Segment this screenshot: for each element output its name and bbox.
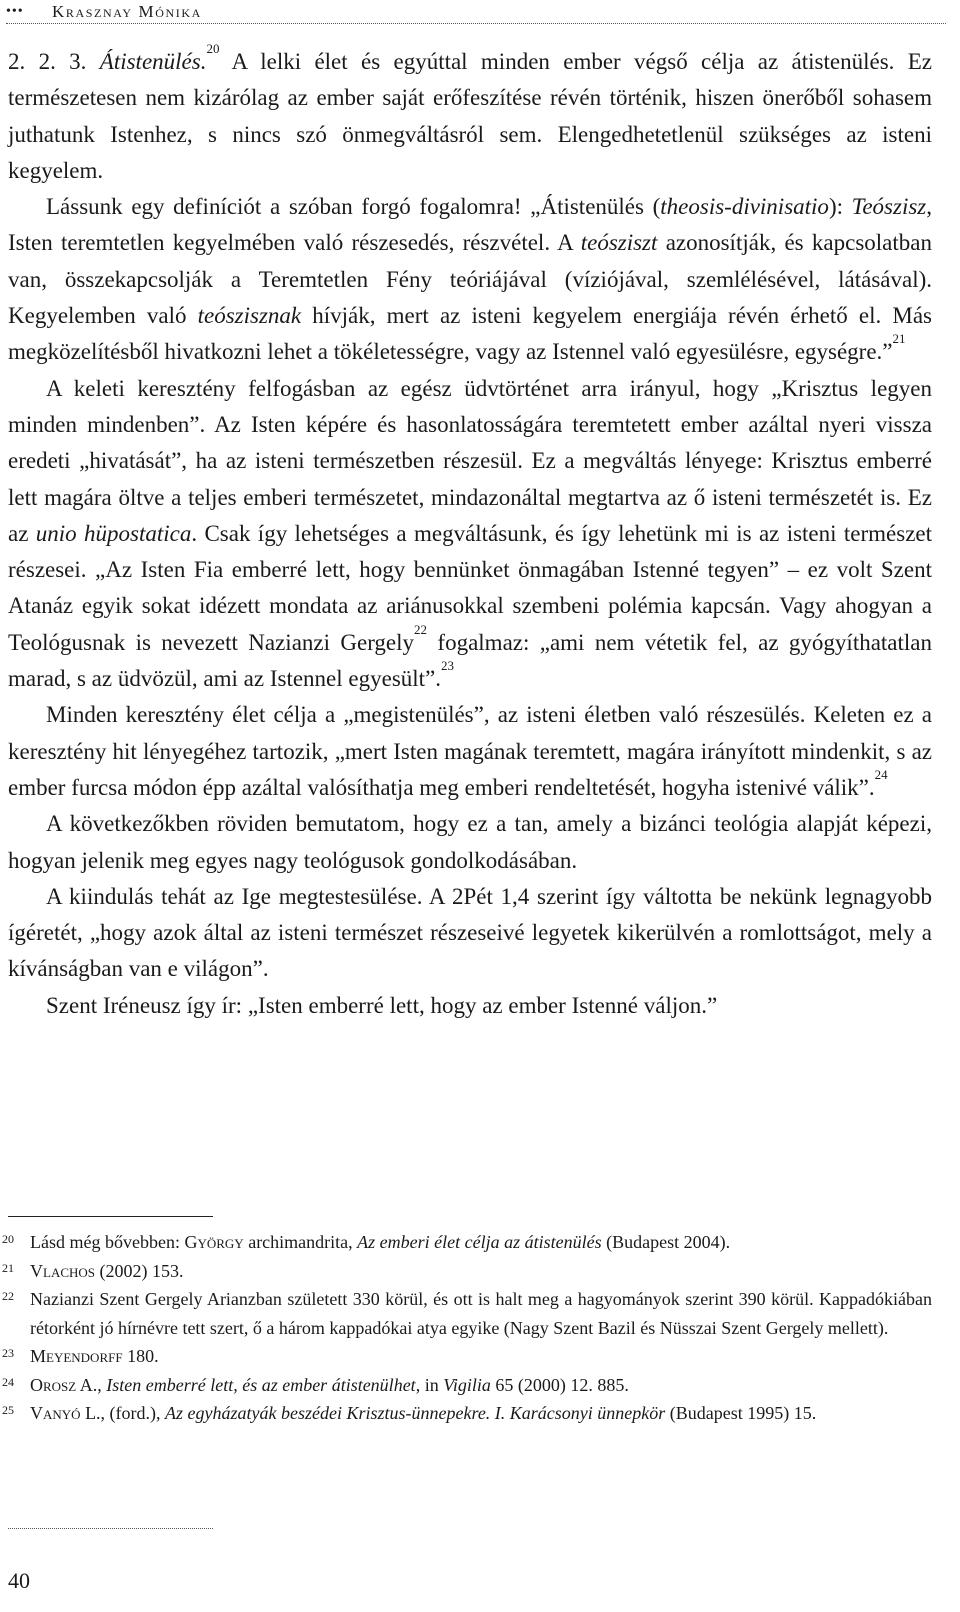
footnote-number: 21 xyxy=(2,1260,14,1275)
text: (Budapest 2004). xyxy=(601,1232,731,1252)
work-title: Isten emberré lett, és az ember átistenülhet xyxy=(106,1374,416,1395)
paragraph: Szent Iréneusz így ír: „Isten emberré lett, hogy az ember Istenné váljon.” xyxy=(46,992,718,1018)
paragraph xyxy=(8,41,932,189)
section-number: 2. 2. 3. xyxy=(8,49,100,74)
author-name: Orosz xyxy=(30,1374,77,1395)
text: A., xyxy=(76,1374,107,1395)
footer-rule xyxy=(8,1528,213,1529)
paragraph: A következőkben röviden bemutatom, hogy ez a tan, amely a bizánci teológia alapját képezi, hogyan jelenik meg egyes nagy teológusok gondolkodásában. xyxy=(8,811,932,873)
header-author: Krasznay Mónika xyxy=(52,2,202,21)
text: , in xyxy=(415,1374,444,1395)
footnote-ref[interactable]: 24 xyxy=(874,766,888,782)
text: fogalmaz: „ami nem vétetik fel, az gyógyíthatatlan marad, s az üdvözül, ami az Istennel egyesült”. xyxy=(8,629,933,692)
footnote-ref[interactable]: 23 xyxy=(441,658,455,674)
paragraph xyxy=(8,697,932,806)
footnote-25 xyxy=(2,1399,932,1428)
text: Minden keresztény élet célja a „megistenülés”, az isteni életben való részesülés. Keleten ez a keresztény hit lényegéhez tartozik, „mert Isten magának teremtett, magára irányított mindenkit, s az ember furcsa módon épp azáltal valósíthatja meg emberi rendeltetését, hogyha istenivé válik”. xyxy=(8,702,932,800)
text: A lelki élet és egyúttal minden ember végső célja az átistenülés. Ez természetesen nem kizárólag az ember saját erőfeszítése révén történik, hiszen önerőből sohasem juthatunk Istenhez, s nincs szó önmegváltásról sem. Elengedhetetlenül szükséges az isteni kegyelem. xyxy=(8,49,932,183)
running-header xyxy=(6,0,946,24)
author-name: Meyendorff xyxy=(30,1346,123,1366)
section-title: Átistenülés. xyxy=(99,49,207,74)
text: hívják, mert az isteni kegyelem energiája révén érhető el. Más megközelítésből hivatkozni lehet a tökéletességre, vagy az Istennel való egyesülésre, egységre.” xyxy=(8,303,932,365)
paragraph xyxy=(8,371,932,698)
footnote-number: 20 xyxy=(2,1232,14,1246)
text-italic: Teószisz xyxy=(851,194,927,220)
text: Lássunk egy definíciót a szóban forgó fogalomra! „Átistenülés ( xyxy=(46,194,661,220)
text-italic: teósziszt xyxy=(580,230,658,256)
footnote-24 xyxy=(2,1371,932,1400)
footnote-number: 24 xyxy=(2,1374,14,1389)
footnote-23 xyxy=(2,1342,932,1371)
footnote-ref[interactable]: 20 xyxy=(206,41,220,56)
text: Nazianzi Szent Gergely Arianzban született 330 körül, és ott is halt meg a hagyományok szerint 390 körül. Kappadókiában rétorként jó hírnévre tett szert, ő a három kappadókai atya egyike (Nagy Szent Bazil és Nüsszai Szent Gergely mellett). xyxy=(30,1289,932,1338)
author-name: Vanyó xyxy=(30,1403,81,1423)
text: A keleti keresztény felfogásban az egész üdvtörténet arra irányul, hogy „Krisztus legyen minden mindenben”. Az Isten képére és hasonlatosságára teremtetett ember azáltal nyeri vissza eredeti „hivatását”, ha az isteni természetben részesül. Ez a megváltás lényege: Krisztus emberré lett magára öltve a teljes emberi természetet, mindazonáltal megtartva az ő isteni természetét is. Ez az xyxy=(8,375,932,546)
text-italic: theosis-divinisatio xyxy=(660,194,829,220)
footnote-20 xyxy=(2,1228,932,1257)
author-name: Vlachos xyxy=(30,1260,96,1281)
text: 65 (2000) 12. 885. xyxy=(490,1374,629,1395)
text: Lásd még bővebben: xyxy=(30,1232,185,1252)
footnotes xyxy=(2,1228,932,1428)
text: (Budapest 1995) 15. xyxy=(665,1403,817,1423)
footnote-rule xyxy=(8,1216,213,1217)
paragraph: A kiindulás tehát az Ige megtestesülése. A 2Pét 1,4 szerint így váltotta be nekünk legnagyobb ígéretét, „hogy azok által az isteni természet részeseivé legyetek kikerülvén a romlottságot, mely a kívánságban van e világon”. xyxy=(8,883,932,982)
text: ): xyxy=(828,194,852,220)
page-number: 40 xyxy=(8,1568,30,1593)
text: , Isten teremtetlen kegyelmében való részesedés, részvétel. A xyxy=(8,194,932,256)
paragraph xyxy=(8,189,932,370)
footnote-ref[interactable]: 21 xyxy=(892,331,906,347)
footnote-ref[interactable]: 22 xyxy=(414,621,428,637)
footnote-22 xyxy=(2,1285,932,1342)
text: (2002) 153. xyxy=(95,1260,184,1281)
header-dots: ••• xyxy=(6,4,24,19)
header-rule xyxy=(6,23,946,24)
text: archimandrita, xyxy=(243,1232,358,1252)
text: . Csak így lehetséges a megváltásunk, és így lehetünk mi is az isteni természet részesei. „Az Isten Fia emberré lett, hogy bennünket önmagában Istenné tegyen” – ez volt Szent Atanáz egyik sokat idézett mondata az ariánusokkal szembeni polémia kapcsán. Vagy ahogyan a Teológusnak is nevezett Nazianzi Gergely xyxy=(8,520,932,655)
journal-title: Vigilia xyxy=(443,1374,491,1395)
text: L., (ford.), xyxy=(80,1403,166,1423)
work-title: Az egyházatyák beszédei Krisztus-ünnepekre. I. Karácsonyi ünnepkör xyxy=(165,1403,666,1423)
author-name: György xyxy=(184,1232,244,1252)
text-italic: unio hüpostatica xyxy=(35,520,192,546)
footnote-number: 22 xyxy=(2,1289,14,1303)
text-italic: teószisznak xyxy=(197,303,302,329)
footnote-number: 23 xyxy=(2,1346,14,1360)
main-text xyxy=(8,41,933,1024)
footnote-number: 25 xyxy=(2,1403,14,1417)
footnote-21 xyxy=(2,1257,932,1286)
text: 180. xyxy=(122,1346,159,1366)
work-title: Az emberi élet célja az átistenülés xyxy=(357,1232,602,1252)
text: azonosítják, és kapcsolatban van, összekapcsolják a Teremtetlen Fény teóriájával (víziójával, szemlélésével, látásával). Kegyelemben való xyxy=(8,230,932,329)
